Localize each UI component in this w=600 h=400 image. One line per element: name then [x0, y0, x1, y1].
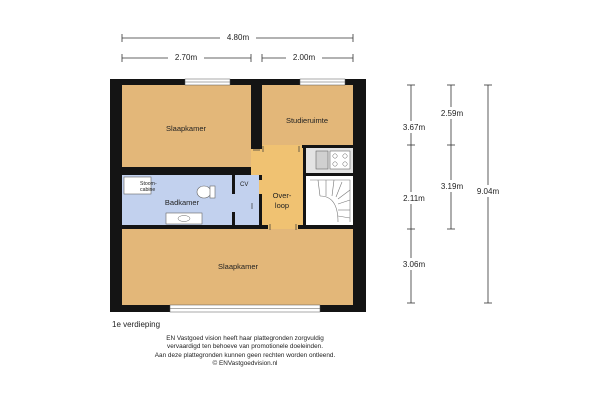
v-bottom-label: 3.06m	[402, 260, 426, 269]
label-badkamer: Badkamer	[164, 198, 200, 207]
room-studieruimte	[262, 85, 353, 145]
disclaimer	[100, 335, 390, 369]
v-top-label: 3.67m	[402, 123, 426, 132]
disclaimer-line-2: vervaardigd ten behoeve van promotionele doeleinden.	[167, 343, 323, 351]
label-slaapkamer-top: Slaapkamer	[165, 124, 207, 133]
left-width-label: 2.70m	[174, 53, 198, 62]
label-overloop-2: loop	[274, 201, 290, 210]
label-slaapkamer-bottom: Slaapkamer	[217, 262, 259, 271]
disclaimer-line-3: Aan deze plattegronden kunnen geen rechten worden ontleend.	[154, 351, 336, 359]
toilet	[197, 186, 211, 198]
floor-level-label: 1e verdieping	[112, 320, 161, 329]
right-width-label: 2.00m	[292, 53, 316, 62]
stoomcabine-label-2: cabine	[140, 187, 156, 193]
v-right-mid-label: 3.19m	[440, 182, 464, 191]
disclaimer-line-1: EN Vastgoed vision heeft haar plattegronden zorgvuldig	[166, 335, 324, 342]
total-width-label: 4.80m	[226, 33, 250, 42]
v-total-label: 9.04m	[476, 187, 500, 196]
label-studieruimte: Studieruimte	[285, 116, 329, 125]
disclaimer-line-4: © ENVastgoedvision.nl	[212, 360, 278, 368]
v-right-top-label: 2.59m	[440, 109, 464, 118]
label-overloop-1: Over-	[272, 191, 292, 200]
room-overloop	[262, 148, 303, 225]
stoomcabine-label-1: Stoom-	[140, 181, 157, 187]
room-stairwell	[306, 176, 353, 225]
v-mid-label: 2.11m	[403, 194, 425, 203]
label-cv: CV	[240, 182, 249, 188]
kitchenette	[316, 151, 350, 169]
top-dimensions	[122, 32, 353, 62]
